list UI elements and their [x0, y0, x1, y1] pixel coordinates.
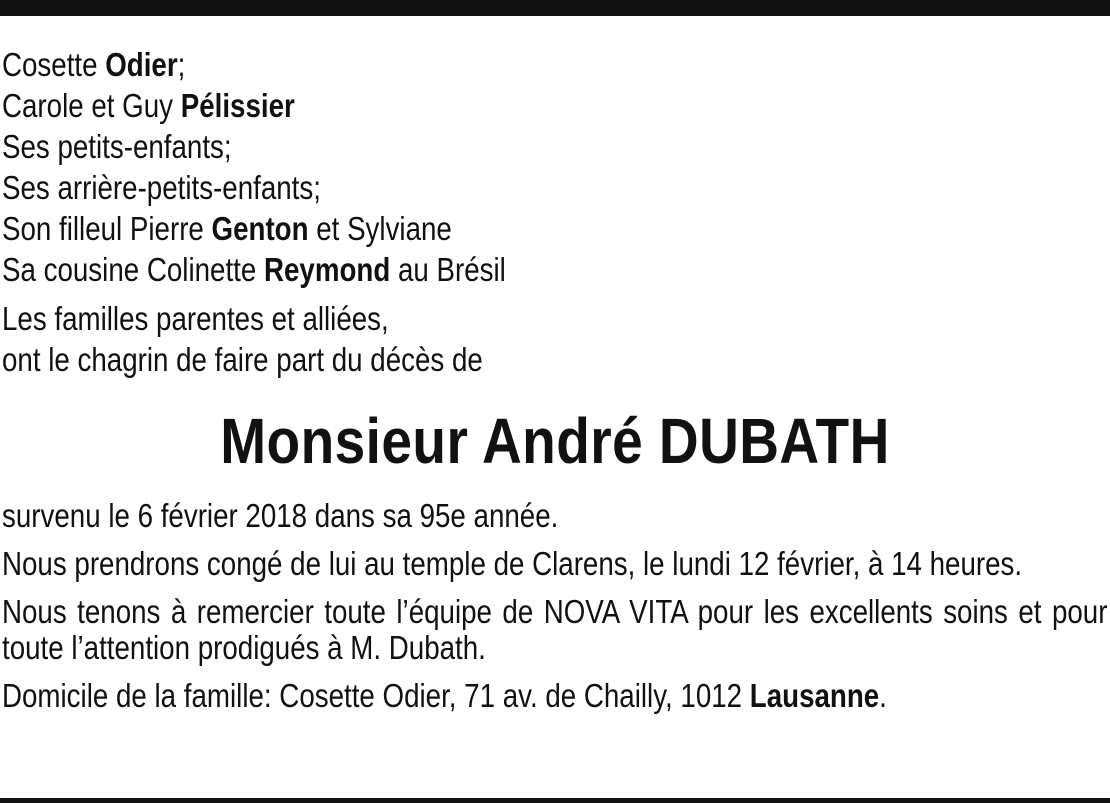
family-line — [2, 208, 931, 249]
deceased-name: Monsieur André DUBATH — [220, 405, 890, 477]
announcement-line-1: Les familles parentes et alliées, — [2, 300, 389, 337]
obituary-notice — [2, 44, 1108, 714]
family-surname: Odier — [105, 46, 178, 83]
family-text: Cosette — [2, 46, 106, 83]
family-surname: Pélissier — [180, 87, 295, 124]
family-surname: Reymond — [263, 251, 391, 288]
family-text: Sa cousine Colinette — [2, 251, 264, 288]
address-text: Domicile de la famille: Cosette Odier, 71 av. de Chailly, 1012 — [2, 677, 750, 714]
family-line — [2, 85, 931, 126]
family-text: Ses petits-enfants; — [2, 128, 232, 165]
family-line — [2, 249, 931, 290]
family-text: ; — [177, 46, 186, 83]
announcement-line-2: ont le chagrin de faire part du décès de — [2, 341, 483, 378]
family-line — [2, 44, 931, 85]
thanks-text: Nous tenons à remercier toute l’équipe de NOVA VITA pour les excellents soins et pour toute l’attention prodigués à M. Dubath. — [2, 593, 1108, 666]
family-text: Ses arrière-petits-enfants; — [2, 169, 321, 206]
address-text: . — [879, 677, 887, 714]
family-text: Son filleul Pierre — [2, 210, 212, 247]
family-text: Carole et Guy — [2, 87, 181, 124]
family-surname: Genton — [211, 210, 309, 247]
top-rule — [0, 0, 1110, 16]
family-text: et Sylviane — [308, 210, 452, 247]
ceremony-info: Nous prendrons congé de lui au temple de Clarens, le lundi 12 février, à 14 heures. — [2, 545, 1023, 582]
address-city: Lausanne — [749, 677, 880, 714]
bottom-rule — [0, 798, 1110, 803]
family-line — [2, 126, 931, 167]
family-address — [2, 678, 1107, 714]
death-info: survenu le 6 février 2018 dans sa 95e année. — [2, 497, 559, 534]
family-line — [2, 167, 931, 208]
family-text: au Brésil — [390, 251, 506, 288]
